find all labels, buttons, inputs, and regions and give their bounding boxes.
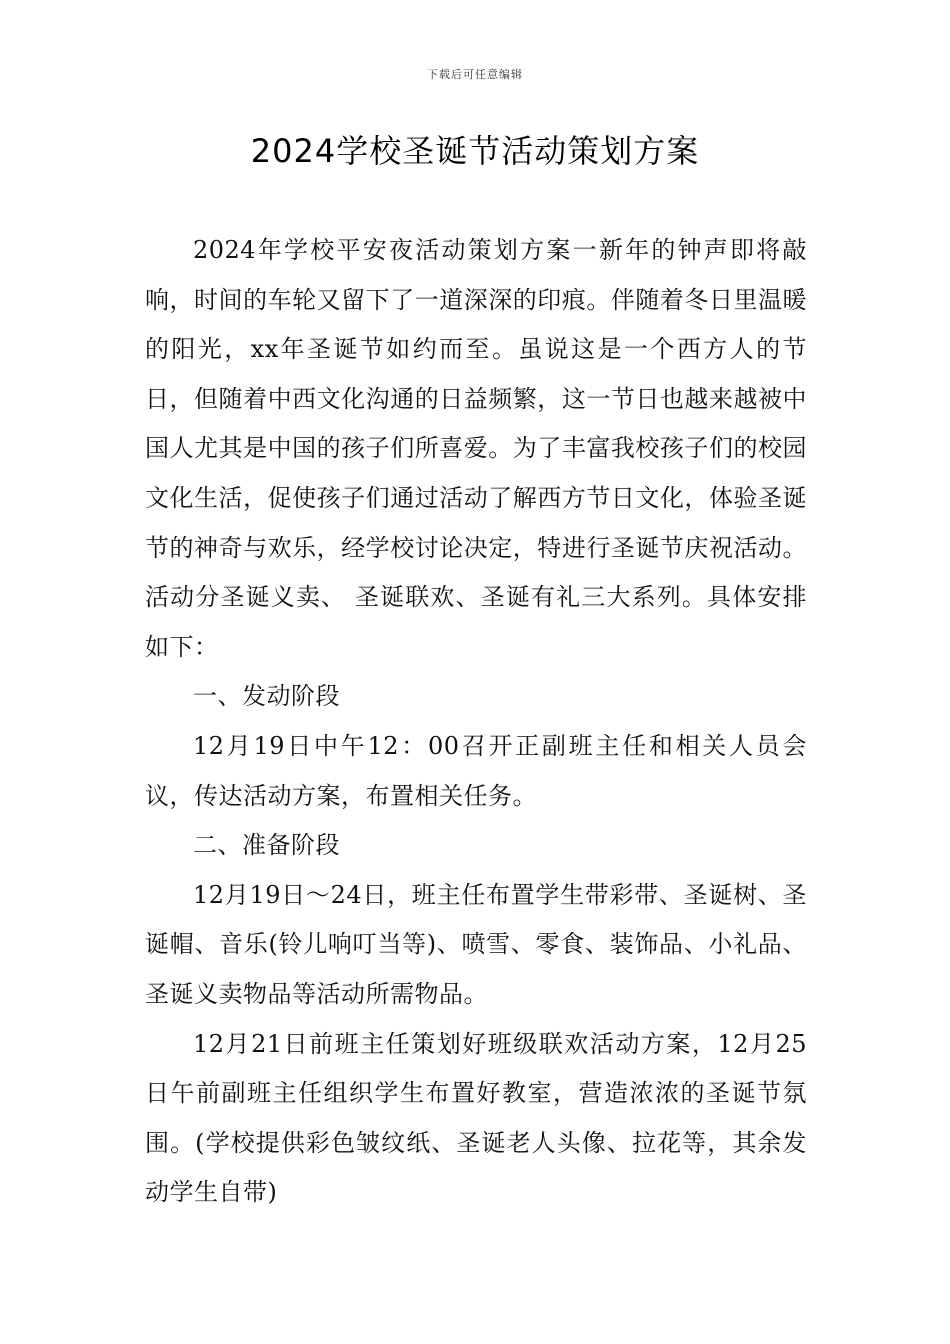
section-heading-mobilization: 一、发动阶段 bbox=[193, 682, 340, 711]
paragraph-preparation-items: 12月19日～24日，班主任布置学生带彩带、圣诞树、圣诞帽、音乐(铃儿响叮当等)、喷雪、零食、装饰品、小礼品、圣诞义卖物品等活动所需物品。 bbox=[145, 880, 807, 1008]
paragraph-preparation-plan: 12月21日前班主任策划好班级联欢活动方案，12月25日午前副班主任组织学生布置好教室，营造浓浓的圣诞节氛围。(学校提供彩色皱纹纸、圣诞老人头像、拉花等，其余发动学生自带) bbox=[145, 1029, 807, 1207]
header-note: 下载后可任意编辑 bbox=[427, 68, 523, 81]
section-heading-preparation: 二、准备阶段 bbox=[193, 831, 340, 860]
paragraph-mobilization: 12月19日中午12：00召开正副班主任和相关人员会议，传达活动方案，布置相关任务。 bbox=[145, 731, 807, 810]
document-body bbox=[145, 226, 807, 1218]
document-title: 2024学校圣诞节活动策划方案 bbox=[250, 132, 700, 170]
paragraph-intro: 2024年学校平安夜活动策划方案一新年的钟声即将敲响，时间的车轮又留下了一道深深的印痕。伴随着冬日里温暖的阳光，xx年圣诞节如约而至。虽说这是一个西方人的节日，但随着中西文化沟通的日益频繁，这一节日也越来越被中国人尤其是中国的孩子们所喜爱。为了丰富我校孩子们的校园文化生活，促使孩子们通过活动了解西方节日文化，体验圣诞节的神奇与欢乐，经学校讨论决定，特进行圣诞节庆祝活动。活动分圣诞义卖、 圣诞联欢、圣诞有礼三大系列。具体安排如下： bbox=[145, 236, 807, 661]
